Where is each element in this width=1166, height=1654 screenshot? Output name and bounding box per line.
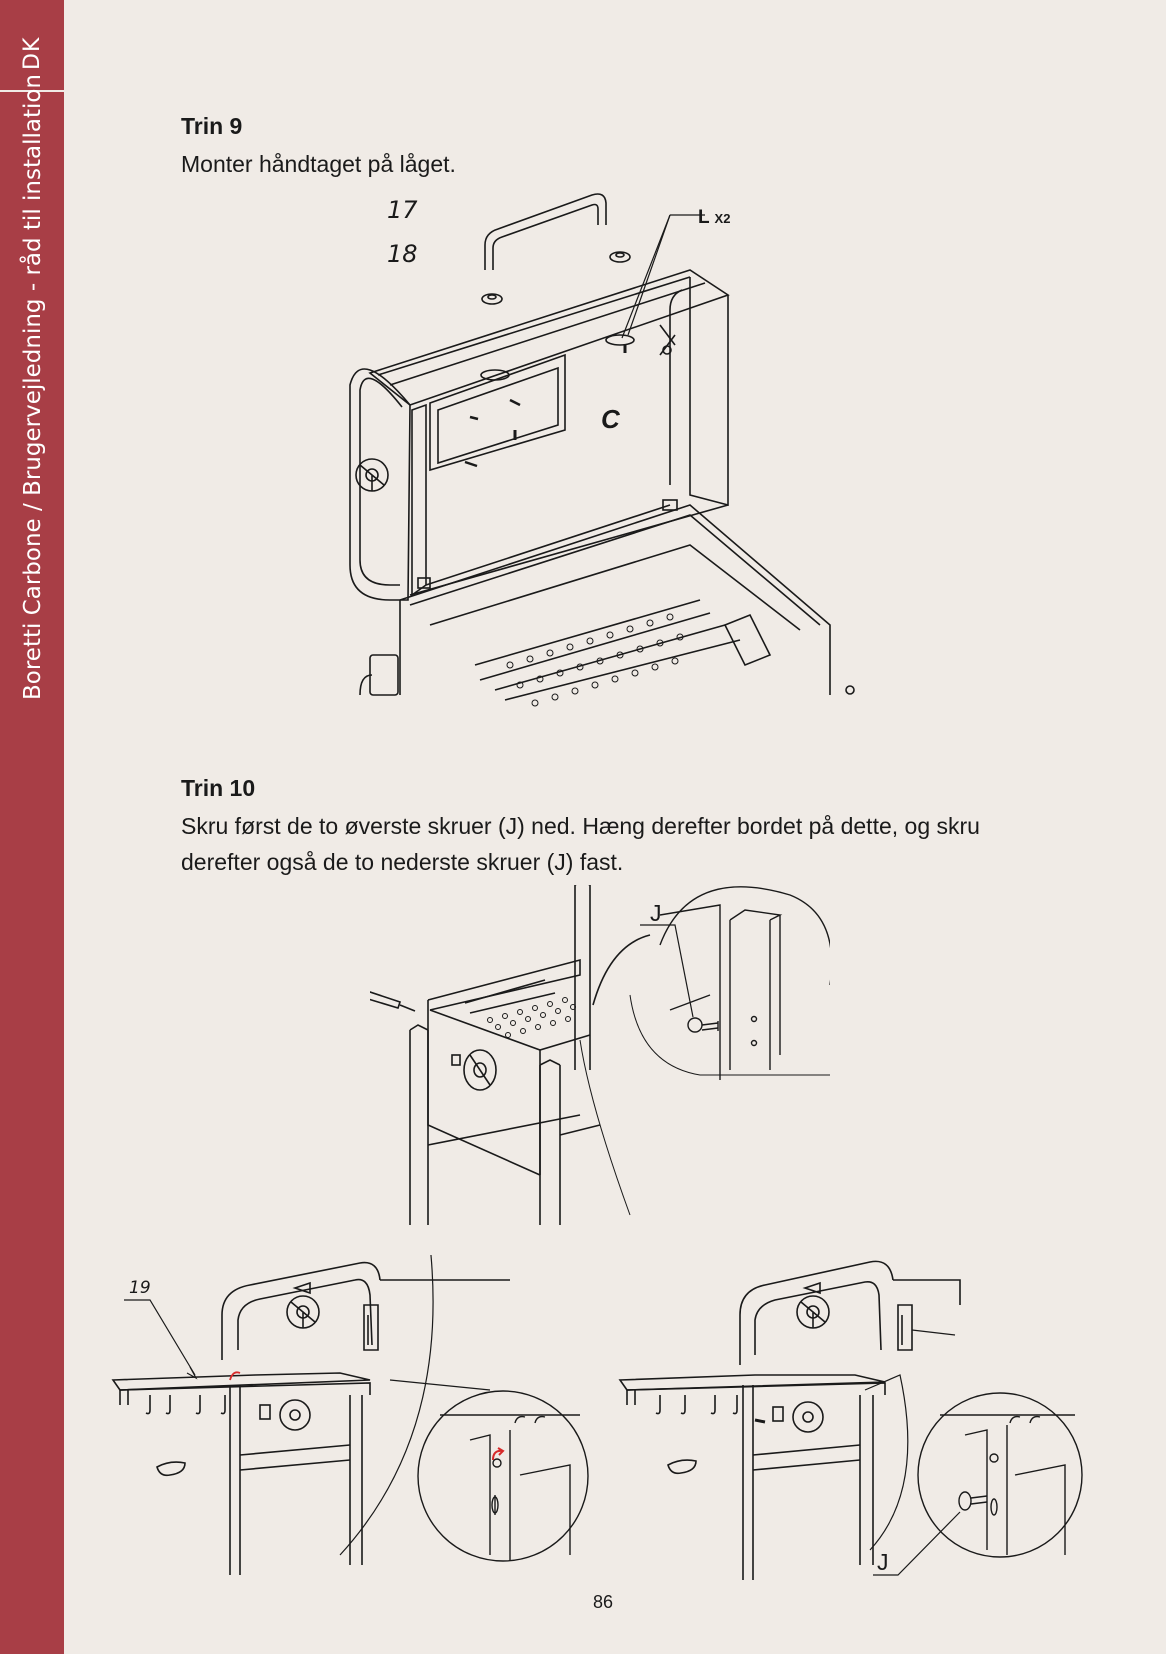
part-label-17: 17 [387, 196, 418, 224]
document-title: Boretti Carbone / Brugervejledning - råd til installation [20, 73, 46, 700]
page-number: 86 [592, 1592, 614, 1612]
step-9-illustration [330, 185, 910, 735]
callout-J-bottom: J [877, 1549, 889, 1575]
step-10-illustration-top [370, 885, 830, 1225]
step-10-illustration-bottom-right [615, 1250, 1095, 1580]
sidebar [0, 0, 64, 1654]
step-9-title: Trin 9 [181, 113, 243, 139]
callout-L-letter: L [698, 207, 710, 228]
step-10-illustration-bottom-left [110, 1255, 610, 1575]
step-9-text: Monter håndtaget på låget. [181, 151, 456, 177]
part-label-18: 18 [387, 240, 418, 268]
callout-J-top: J [650, 900, 662, 926]
step-10-text: Skru først de to øverste skruer (J) ned. Hæng derefter bordet på dette, og skru derefter også de to nederste skruer (J) fast. [181, 813, 980, 875]
callout-L [698, 207, 730, 229]
callout-19: 19 [129, 1278, 151, 1298]
callout-C: C [601, 404, 620, 434]
step-10-title: Trin 10 [181, 775, 256, 801]
callout-L-qty: X2 [714, 211, 731, 226]
language-label: DK [20, 36, 45, 70]
